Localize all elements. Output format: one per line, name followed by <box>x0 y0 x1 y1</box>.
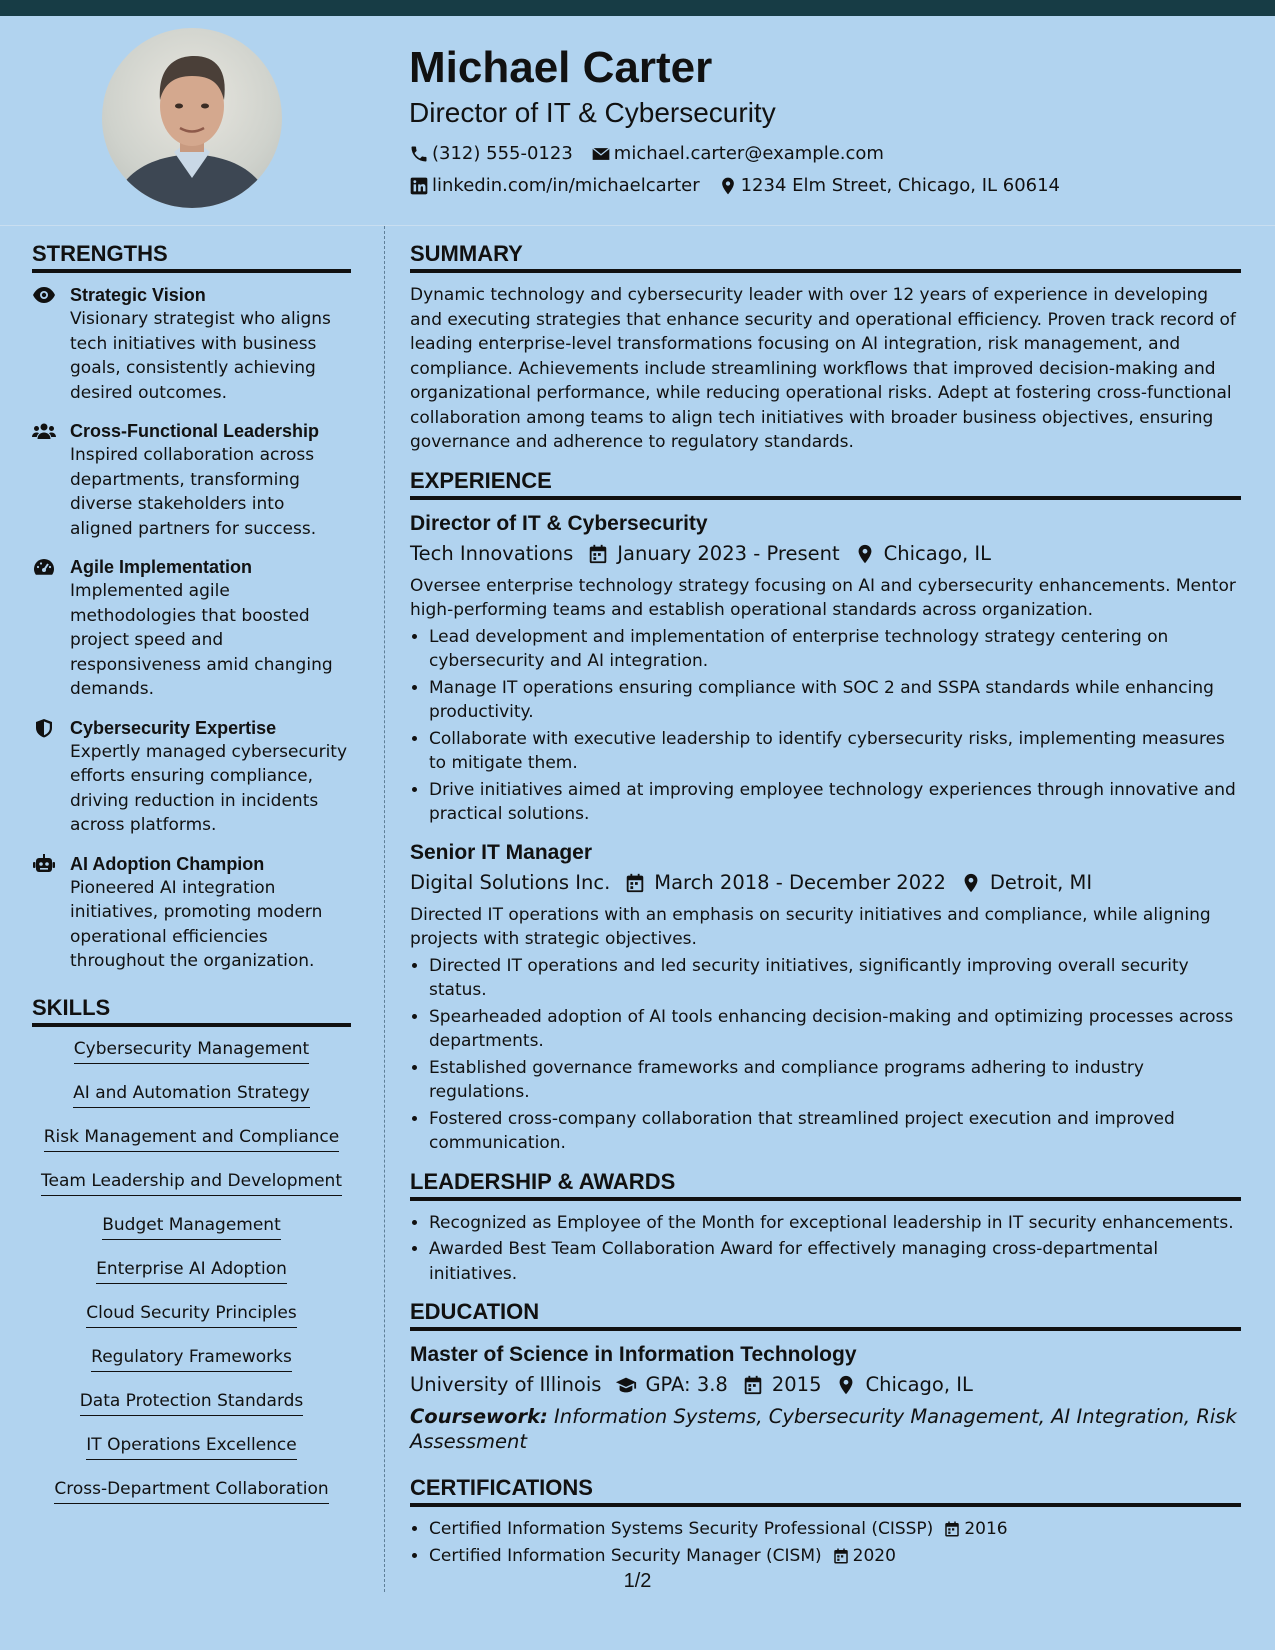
coursework-label: Coursework: <box>410 1405 548 1428</box>
skill-item: Enterprise AI Adoption <box>96 1257 287 1284</box>
linkedin-text: linkedin.com/in/michaelcarter <box>432 175 700 196</box>
gauge-icon <box>32 557 56 577</box>
certifications-list <box>410 1517 1241 1568</box>
job-bullets <box>410 625 1241 827</box>
degree-title: Master of Science in Information Technology <box>410 1343 857 1366</box>
education-meta <box>410 1369 1241 1401</box>
eye-icon <box>32 285 56 305</box>
list-item: • Fostered cross-company collaboration that streamlined project execution and improved communication. <box>429 1107 1241 1156</box>
skill-item: AI and Automation Strategy <box>73 1081 310 1108</box>
skill-item: IT Operations Excellence <box>86 1433 296 1460</box>
experience-heading: EXPERIENCE <box>410 467 1241 500</box>
calendar-icon <box>624 872 646 894</box>
job-entry <box>410 510 1241 827</box>
contact-email[interactable] <box>591 143 884 165</box>
email-text: michael.carter@example.com <box>613 143 884 164</box>
resume-header <box>409 40 1249 202</box>
map-pin-icon <box>718 176 738 196</box>
strength-desc: Implemented agile methodologies that boosted project speed and responsiveness amid changing demands. <box>70 581 333 699</box>
list-item: • Collaborate with executive leadership to identify cybersecurity risks, implementing measures to mitigate them. <box>429 727 1241 776</box>
school-name: University of Illinois <box>410 1373 602 1396</box>
strength-item <box>32 716 351 838</box>
skill-item: Cybersecurity Management <box>74 1037 309 1064</box>
strength-item <box>32 283 351 405</box>
job-company: Digital Solutions Inc. <box>410 870 611 894</box>
list-item <box>429 1544 1241 1569</box>
job-dates: March 2018 - December 2022 <box>654 870 946 894</box>
header-divider <box>0 225 1275 226</box>
strength-desc: Visionary strategist who aligns tech initiatives with business goals, consistently achieving desired outcomes. <box>70 309 331 403</box>
skill-item: Cloud Security Principles <box>86 1301 297 1328</box>
strength-title: AI Adoption Champion <box>70 853 265 874</box>
certifications-heading: CERTIFICATIONS <box>410 1474 1241 1507</box>
list-item: • Directed IT operations and led security initiatives, significantly improving overall security status. <box>429 954 1241 1003</box>
skill-item: Regulatory Frameworks <box>91 1345 292 1372</box>
strength-title: Agile Implementation <box>70 557 253 577</box>
list-item: • Lead development and implementation of enterprise technology strategy centering on cybersecurity and AI integration. <box>429 625 1241 674</box>
job-description: Oversee enterprise technology strategy focusing on AI and cybersecurity enhancements. Mentor high-performing teams and establish operational standards across organization. <box>410 575 1236 620</box>
calendar-icon <box>943 1520 961 1538</box>
gpa-text: GPA: 3.8 <box>645 1373 728 1396</box>
address-text: 1234 Elm Street, Chicago, IL 60614 <box>740 175 1061 196</box>
shield-icon <box>32 718 56 738</box>
list-item <box>429 1517 1241 1542</box>
contact-address <box>718 175 1060 197</box>
cert-year: 2020 <box>852 1545 896 1566</box>
strength-desc: Inspired collaboration across departments, transforming diverse stakeholders into aligned partners for success. <box>70 445 317 539</box>
education-heading: EDUCATION <box>410 1298 1241 1331</box>
education-section <box>410 1298 1241 1454</box>
strength-title: Cybersecurity Expertise <box>70 717 277 738</box>
right-column <box>410 240 1241 1580</box>
awards-section <box>410 1168 1241 1287</box>
linkedin-icon <box>409 176 429 196</box>
list-item: • Manage IT operations ensuring compliance with SOC 2 and SSPA standards while enhancing productivity. <box>429 676 1241 725</box>
strength-desc: Expertly managed cybersecurity efforts ensuring compliance, driving reduction in incidents across platforms. <box>70 741 348 835</box>
list-item: • Recognized as Employee of the Month for exceptional leadership in IT security enhancements. <box>429 1211 1241 1236</box>
awards-heading: LEADERSHIP & AWARDS <box>410 1168 1241 1201</box>
calendar-icon <box>832 1547 850 1565</box>
list-item: • Spearheaded adoption of AI tools enhancing decision-making and optimizing processes across departments. <box>429 1005 1241 1054</box>
users-icon <box>32 421 56 441</box>
skills-list <box>32 1037 351 1521</box>
strength-item <box>32 852 351 974</box>
cert-year: 2016 <box>964 1519 1008 1539</box>
awards-list <box>410 1211 1241 1287</box>
graduation-cap-icon <box>615 1374 637 1396</box>
job-title: Director of IT & Cybersecurity <box>410 511 708 535</box>
strength-title: Cross-Functional Leadership <box>70 421 320 441</box>
coursework <box>410 1405 1241 1454</box>
job-location: Chicago, IL <box>883 541 992 565</box>
contact-row-1 <box>409 138 1249 170</box>
list-item: • Drive initiatives aimed at improving employee technology experiences through innovative and practical solutions. <box>429 778 1241 827</box>
phone-icon <box>409 144 429 164</box>
list-item: • Established governance frameworks and compliance programs adhering to industry regulations. <box>429 1056 1241 1105</box>
cert-name: • Certified Information Systems Security Professional (CISSP) <box>429 1519 934 1539</box>
robot-icon <box>32 854 56 874</box>
job-entry <box>410 839 1241 1156</box>
map-pin-icon <box>854 543 876 565</box>
job-meta <box>410 538 1241 570</box>
skill-item: Risk Management and Compliance <box>44 1125 339 1152</box>
envelope-icon <box>591 144 611 164</box>
coursework-text: Information Systems, Cybersecurity Management, AI Integration, Risk Assessment <box>410 1405 1237 1453</box>
map-pin-icon <box>960 872 982 894</box>
contact-phone <box>409 143 573 165</box>
summary-section <box>410 240 1241 455</box>
candidate-name: Michael Carter <box>409 43 713 92</box>
experience-section <box>410 467 1241 1156</box>
strength-item <box>32 555 351 702</box>
cert-name: • Certified Information Security Manager (CISM) <box>429 1545 822 1566</box>
skill-item: Budget Management <box>102 1213 281 1240</box>
skills-heading: SKILLS <box>32 994 351 1027</box>
certifications-section <box>410 1474 1241 1568</box>
top-accent-bar <box>0 0 1275 16</box>
job-company: Tech Innovations <box>410 541 574 565</box>
candidate-title: Director of IT & Cybersecurity <box>409 97 776 128</box>
profile-photo <box>102 28 282 208</box>
job-meta <box>410 867 1241 899</box>
skill-item: Data Protection Standards <box>80 1389 304 1416</box>
contact-row-2 <box>409 170 1249 202</box>
left-column <box>32 240 351 1521</box>
calendar-icon <box>587 543 609 565</box>
job-dates: January 2023 - Present <box>617 541 840 565</box>
skill-item: Team Leadership and Development <box>41 1169 342 1196</box>
map-pin-icon <box>835 1374 857 1396</box>
job-description: Directed IT operations with an emphasis on security initiatives and compliance, while aligning projects with strategic objectives. <box>410 904 1211 949</box>
job-bullets <box>410 954 1241 1156</box>
school-location: Chicago, IL <box>865 1373 973 1396</box>
contact-linkedin[interactable] <box>409 175 700 197</box>
strengths-heading: STRENGTHS <box>32 240 351 273</box>
phone-text: (312) 555-0123 <box>432 143 573 164</box>
summary-text: Dynamic technology and cybersecurity leader with over 12 years of experience in developing and executing strategies that enhance security and operational efficiency. Proven track record of leading enterprise-level transformations focusing on AI integration, risk management, and compliance. Achievements include streamlining workflows that improved decision-making and organizational performance, while reducing operational risks. Adept at fostering cross-functional collaboration among teams to align tech initiatives with broader business objectives, ensuring governance and adherence to regulatory standards. <box>410 285 1236 452</box>
summary-heading: SUMMARY <box>410 240 1241 273</box>
job-location: Detroit, MI <box>989 870 1093 894</box>
page-number: 1/2 <box>623 1570 652 1592</box>
list-item: • Awarded Best Team Collaboration Award for effectively managing cross-departmental initiatives. <box>429 1237 1241 1286</box>
job-title: Senior IT Manager <box>410 840 593 864</box>
column-divider <box>384 226 385 1592</box>
strength-title: Strategic Vision <box>70 285 206 305</box>
strength-item <box>32 419 351 541</box>
skill-item: Cross-Department Collaboration <box>54 1477 328 1504</box>
graduation-year: 2015 <box>771 1373 822 1396</box>
strength-desc: Pioneered AI integration initiatives, promoting modern operational efficiencies throughout the organization. <box>70 877 323 971</box>
calendar-icon <box>742 1374 764 1396</box>
